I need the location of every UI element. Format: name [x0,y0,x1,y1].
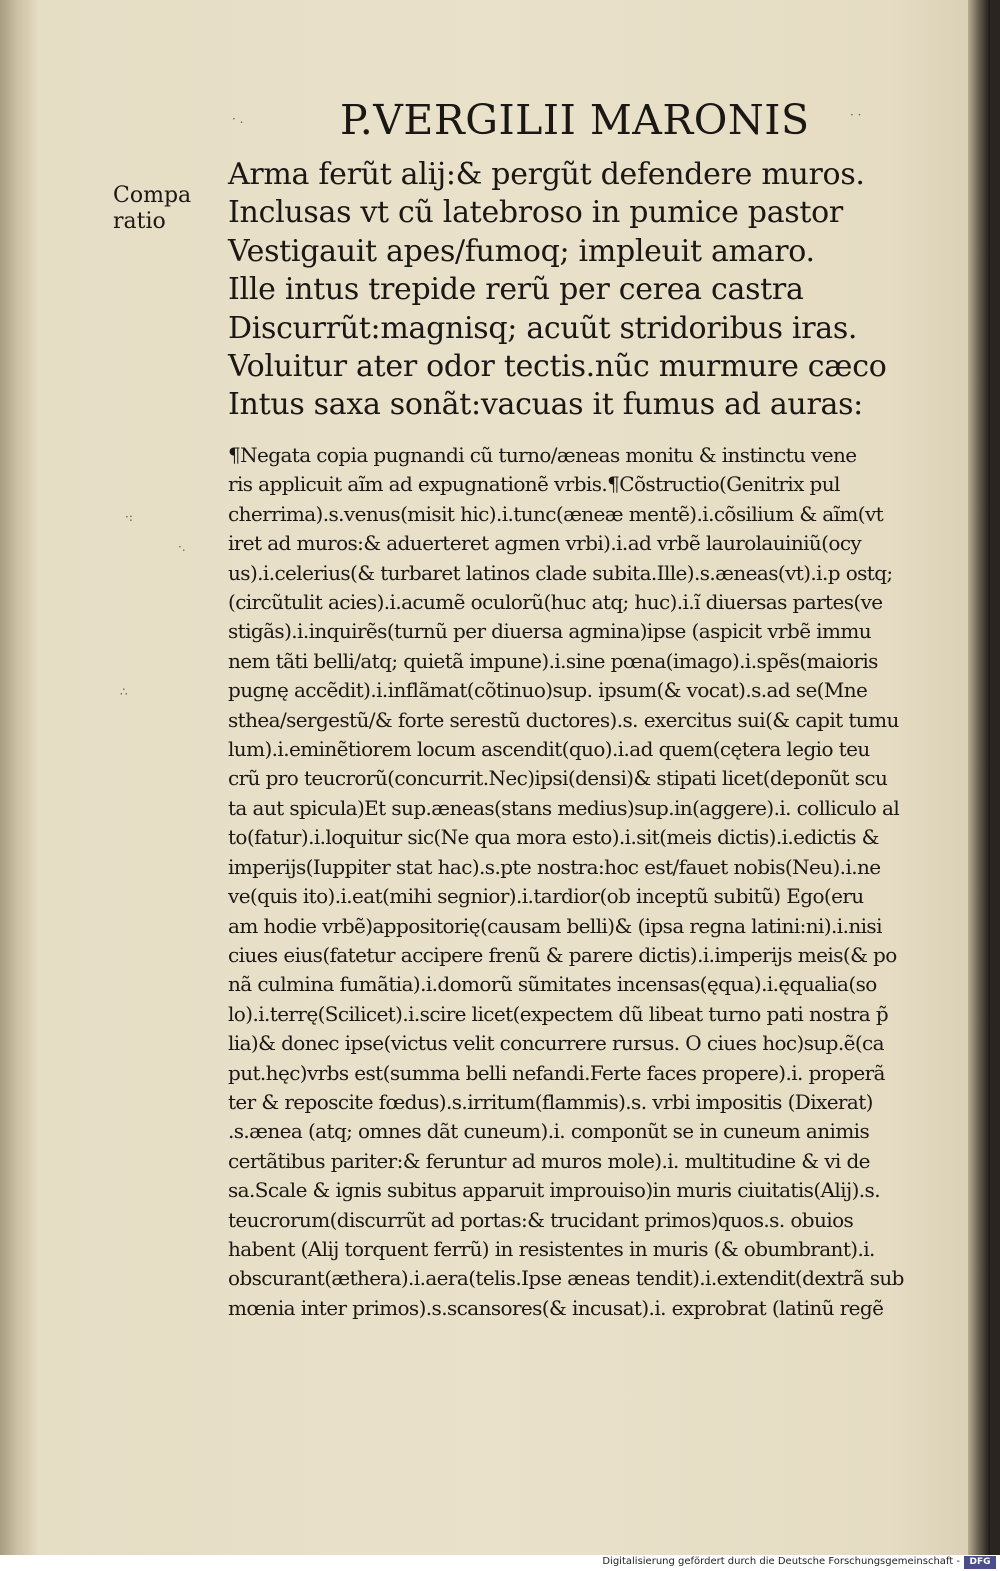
verse-line: Intus saxa sonãt:vacuas it fumus ad auras: [228,387,863,423]
commentary-line: nã culmina fumãtia).i.domorũ sũmitates incensas(ęqua).i.ęqualia(so [228,972,877,997]
commentary-line: crũ pro teucrorũ(concurrit.Nec)ipsi(densi)& stipati licet(deponũt scu [228,766,888,791]
commentary-line: sthea/sergestũ/& forte serestũ ductores).s. exercitus sui(& capit tumu [228,707,899,732]
verse-line: Voluitur ater odor tectis.nũc murmure cæco [228,349,887,385]
verse-line: Discurrũt:magnisq; acuũt stridoribus iras. [228,310,858,346]
commentary-line: pugnę accẽdit).i.inflãmat(cõtinuo)sup. ipsum(& vocat).s.ad se(Mne [228,678,868,703]
commentary-line: certãtibus pariter:& feruntur ad muros mole).i. multitudine & vi de [228,1148,870,1173]
commentary-line: lia)& donec ipse(victus velit concurrere rursus. O ciues hoc)sup.ẽ(ca [228,1031,884,1056]
verse-block [228,156,928,425]
commentary-line: ¶Negata copia pugnandi cũ turno/æneas monitu & instinctu vene [228,443,857,467]
commentary-line: us).i.celerius(& turbaret latinos clade subita.Ille).s.æneas(vt).i.p ostq; [228,560,893,585]
commentary-line: mœnia inter primos).s.scansores(& incusat).i. exprobrat (latinũ regẽ [228,1295,884,1320]
marginal-note-line: ratio [113,209,166,234]
commentary-line: am hodie vrbẽ)appositorię(causam belli)& (ipsa regna latini:ni).i.nisi [228,913,882,938]
commentary-line: ris applicuit aĩm ad expugnationẽ vrbis.¶Cõstructio(Genitrix pul [228,472,840,497]
commentary-line: cherrima).s.venus(misit hic).i.tunc(æneæ mentẽ).i.cõsilium & aĩm(vt [228,501,884,526]
commentary-line: habent (Alij torquent ferrũ) in resistentes in muris (& obumbrant).i. [228,1236,875,1261]
commentary-line: iret ad muros:& aduerteret agmen vrbi).i.ad vrbẽ laurolauiniũ(ocy [228,531,862,556]
verse-line: Ille intus trepide rerũ per cerea castra [228,272,804,308]
commentary-line: .s.ænea (atq; omnes dãt cuneum).i. componũt se in cuneum animis [228,1119,870,1144]
commentary-block [228,441,960,1323]
verse-line: Vestigauit apes/fumoq; impleuit amaro. [228,233,815,269]
commentary-line: lum).i.eminẽtiorem locum ascendit(quo).i.ad quem(cętera legio teu [228,737,870,762]
commentary-line: (circũtulit acies).i.acumẽ oculorũ(huc atq; huc).i.ĩ diuersas partes(ve [228,590,883,615]
commentary-line: imperijs(Iuppiter stat hac).s.pte nostra:hoc est/fauet nobis(Neu).i.ne [228,854,881,879]
margin-speck: · · [850,108,862,122]
marginal-note-line: Compa [113,183,192,208]
commentary-line: stigãs).i.inquirẽs(turnũ per diuersa agmina)ipse (aspicit vrbẽ immu [228,619,871,644]
marginal-note [113,183,191,235]
verse-line: Arma ferũt alij:& pergũt defendere muros. [228,157,865,192]
commentary-line: obscurant(æthera).i.aera(telis.Ipse æneas tendit).i.extendit(dextrã sub [228,1266,904,1291]
commentary-line: put.hęc)vrbs est(summa belli nefandi.Ferte faces propere).i. properã [228,1060,885,1085]
page-left-edge [0,0,38,1555]
verse-line: Inclusas vt cũ latebroso in pumice pastor [228,195,843,231]
commentary-line: ter & reposcite fœdus).s.irritum(flammis).s. vrbi impositis (Dixerat) [228,1089,873,1114]
digitization-footer [0,1555,1000,1571]
commentary-line: sa.Scale & ignis subitus apparuit improuiso)in muris ciuitatis(Alij).s. [228,1178,880,1203]
commentary-line: lo).i.terrę(Scilicet).i.scire licet(expectem dũ libeat turno pati nostra p̃ [228,1001,889,1026]
commentary-line: teucrorum(discurrũt ad portas:& trucidant primos)quos.s. obuios [228,1207,854,1232]
commentary-line: ta aut spicula)Et sup.æneas(stans medius)sup.in(aggere).i. colliculo al [228,795,900,820]
commentary-line: ve(quis ito).i.eat(mihi segnior).i.tardior(ob inceptũ subitũ) Ego(eru [228,884,864,909]
dfg-logo-icon: DFG [964,1556,996,1569]
margin-speck: · . [232,112,244,126]
commentary-line: to(fatur).i.loquitur sic(Ne qua mora esto).i.sit(meis dictis).i.edictis & [228,825,879,850]
footer-credit: Digitalisierung gefördert durch die Deutsche Forschungsgemeinschaft - [602,1556,960,1567]
margin-speck: ∴ [120,685,128,699]
running-head: P.VERGILII MARONIS [340,96,810,144]
margin-speck: ·: [125,510,133,524]
margin-speck: ·. [178,540,186,554]
commentary-line: ciues eius(fatetur accipere frenũ & parere dictis).i.imperijs meis(& po [228,942,897,967]
commentary-line: nem tãti belli/atq; quietã impune).i.sine pœna(imago).i.spẽs(maioris [228,648,878,673]
book-gutter [968,0,990,1555]
